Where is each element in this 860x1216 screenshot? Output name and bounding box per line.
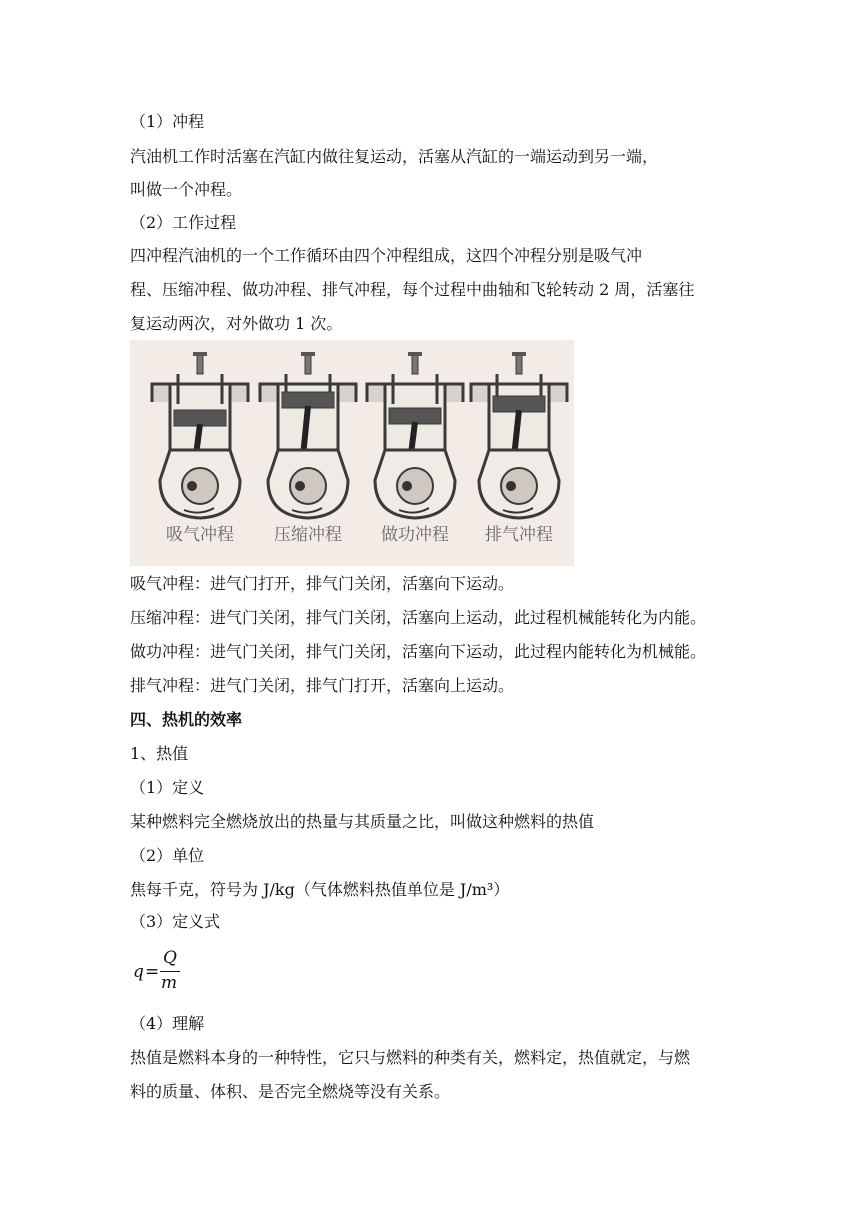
understanding-text-1: 热值是燃料本身的一种特性，它只与燃料的种类有关，燃料定，热值就定，与燃 [130,1048,691,1067]
engine-cylinder-4 [471,352,567,518]
paragraph-process-3: 复运动两次，对外做功 1 次。 [130,314,343,333]
subsection-understanding: （4）理解 [130,1014,205,1033]
stroke-exhaust: 排气冲程：进气门关闭，排气门打开，活塞向上运动。 [130,676,515,695]
four-stroke-figure [130,340,574,566]
subsection-formula: （3）定义式 [130,912,221,931]
definition-text: 某种燃料完全燃烧放出的热量与其质量之比，叫做这种燃料的热值 [130,812,595,831]
paragraph-process-2: 程、压缩冲程、做功冲程、排气冲程，每个过程中曲轴和飞轮转动 2 周，活塞往 [130,280,695,299]
formula-equals: = [145,962,160,982]
stroke-label-1: 吸气冲程 [166,525,234,545]
four-stroke-diagram [130,340,574,566]
formula-denominator: m [161,973,178,993]
engine-cylinder-2 [260,352,356,518]
subsection-stroke: （1）冲程 [130,112,205,131]
stroke-power: 做功冲程：进气门关闭，排气门关闭，活塞向下运动，此过程内能转化为机械能。 [130,642,707,661]
engine-cylinder-1 [152,352,248,518]
paragraph-stroke-1: 汽油机工作时活塞在汽缸内做往复运动，活塞从汽缸的一端运动到另一端， [130,147,659,166]
formula-lhs: q [133,962,144,982]
understanding-text-2: 料的质量、体积、是否完全燃烧等没有关系。 [130,1082,451,1101]
subsection-definition: （1）定义 [130,778,205,797]
stroke-label-4: 排气冲程 [485,525,553,545]
stroke-label-3: 做功冲程 [381,525,449,545]
stroke-compression: 压缩冲程：进气门关闭，排气门关闭，活塞向上运动，此过程机械能转化为内能。 [130,608,707,627]
subsection-process: （2）工作过程 [130,213,237,232]
unit-text: 焦每千克，符号为 J/kg（气体燃料热值单位是 J/m³） [130,880,510,899]
engine-cylinder-3 [367,352,463,518]
heading-heat-value: 1、热值 [130,744,189,763]
fraction-bar [160,971,180,972]
section-heading-efficiency: 四、热机的效率 [130,710,243,729]
paragraph-process-1: 四冲程汽油机的一个工作循环由四个冲程组成，这四个冲程分别是吸气冲 [130,246,643,265]
formula-numerator: Q [163,948,177,968]
subsection-unit: （2）单位 [130,846,205,865]
paragraph-stroke-2: 叫做一个冲程。 [130,180,243,199]
stroke-label-2: 压缩冲程 [274,525,342,545]
stroke-intake: 吸气冲程：进气门打开，排气门关闭，活塞向下运动。 [130,574,515,593]
heat-value-formula [133,948,193,998]
